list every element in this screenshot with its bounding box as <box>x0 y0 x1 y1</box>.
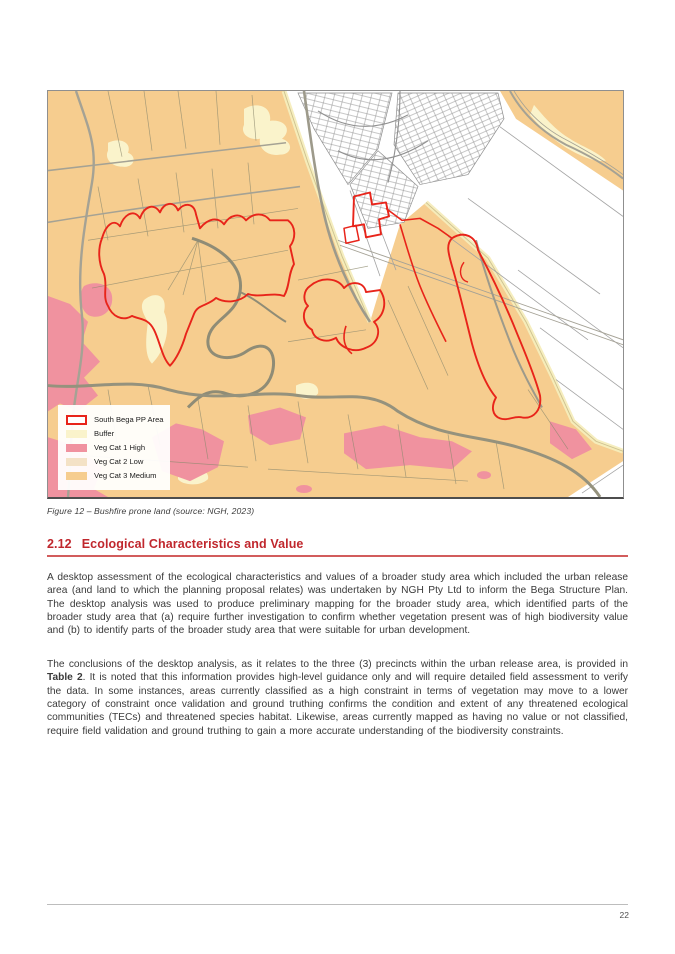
legend-swatch-buffer <box>66 430 87 438</box>
figure-caption: Figure 12 – Bushfire prone land (source: NGH, 2023) <box>47 506 255 516</box>
table-2-reference: Table 2 <box>47 672 83 684</box>
section-number: 2.12 <box>47 537 72 551</box>
paragraph-2-text: The conclusions of the desktop analysis, as it relates to the three (3) precincts within the urban release area, is provided in <box>47 659 628 670</box>
legend-swatch-veg-cat-1 <box>66 444 87 452</box>
legend-item-veg-cat-3 <box>66 469 162 482</box>
paragraph-2-text: . It is noted that this information provides high-level guidance only and will require detailed field assessment to verify the data. In some instances, areas currently classified as a high constraint in terms of vegetation may move to a lower category of constraint once validation and ground truthing confirms the condition and extent of any threatened ecological communities (TECs) and threatened species habitat. Likewise, areas currently mapped as having no value or not classified, require field validation and ground truthing to gain a more accurate understanding of the biodiversity constraints. <box>47 672 628 737</box>
legend-swatch-veg-cat-2 <box>66 458 87 466</box>
legend-item-veg-cat-2 <box>66 455 162 468</box>
paragraph-1: A desktop assessment of the ecological characteristics and values of a broader study area which included the urban release area (and land to which the planning proposal relates) was undertaken by NGH Pty Ltd to inform the Bega Structure Plan. The desktop analysis was used to produce preliminary mapping for the broader study area, which identified parts of the broader study area that (a) require further investigation to confirm whether vegetation present was of high biodiversity value and (b) to identify parts of the broader study area that were suitable for urban development. <box>47 572 628 637</box>
bushfire-map-figure <box>47 90 624 499</box>
legend-label: South Bega PP Area <box>94 415 164 424</box>
legend-item-buffer <box>66 427 162 440</box>
legend-label: Veg Cat 1 High <box>94 443 146 452</box>
legend-swatch-pp-area <box>66 415 87 425</box>
paragraph-2 <box>47 658 628 738</box>
legend-swatch-veg-cat-3 <box>66 472 87 480</box>
footer-divider <box>47 904 628 905</box>
page-number: 22 <box>619 910 629 920</box>
legend-label: Buffer <box>94 429 115 438</box>
legend-item-pp-area <box>66 413 162 426</box>
section-title: Ecological Characteristics and Value <box>81 537 304 551</box>
legend-item-veg-cat-1 <box>66 441 162 454</box>
legend-label: Veg Cat 2 Low <box>94 457 144 466</box>
map-legend <box>58 405 170 490</box>
legend-label: Veg Cat 3 Medium <box>94 471 157 480</box>
section-heading <box>47 537 628 557</box>
